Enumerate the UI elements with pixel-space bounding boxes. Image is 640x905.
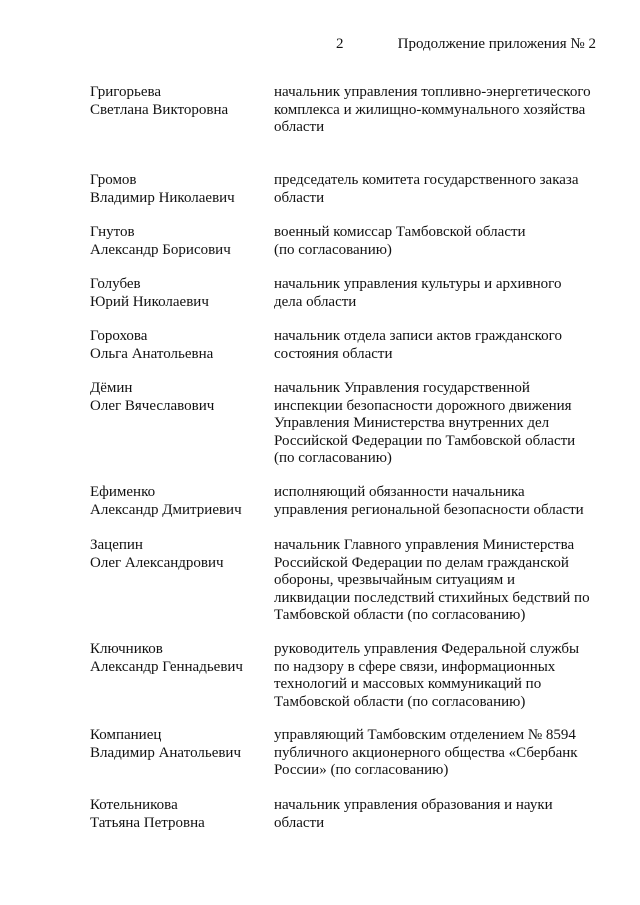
member-position — [274, 797, 604, 832]
member-position — [274, 484, 604, 519]
member-name — [90, 172, 270, 207]
member-position — [274, 84, 604, 137]
position-line: начальник управления топливно-энергетического — [274, 84, 591, 100]
position-line: России» (по согласованию) — [274, 762, 449, 778]
position-line: ликвидации последствий стихийных бедствий по — [274, 589, 590, 606]
position-line: дела области — [274, 293, 357, 310]
member-surname: Дёмин — [90, 380, 133, 396]
position-line: (по согласованию) — [274, 450, 392, 466]
position-line: руководитель управления Федеральной службы — [274, 641, 580, 657]
member-name — [90, 484, 270, 519]
position-line: Российской Федерации по делам гражданской — [274, 554, 569, 571]
member-position — [274, 380, 604, 468]
member-position — [274, 727, 604, 780]
member-given-names: Александр Геннадьевич — [90, 658, 243, 675]
position-line: председатель комитета государственного заказа — [274, 172, 579, 188]
member-name — [90, 641, 270, 676]
continuation-header: Продолжение приложения № 2 — [397, 36, 596, 52]
member-position — [274, 172, 604, 207]
position-line: управления региональной безопасности области — [274, 501, 584, 518]
position-line: начальник отдела записи актов гражданского — [274, 328, 562, 344]
member-given-names: Татьяна Петровна — [90, 814, 205, 831]
position-line: (по согласованию) — [274, 241, 392, 258]
position-line: начальник Управления государственной — [274, 380, 530, 396]
position-line: области — [274, 119, 325, 135]
member-given-names: Александр Борисович — [90, 241, 231, 258]
member-name — [90, 224, 270, 259]
member-surname: Зацепин — [90, 537, 143, 553]
member-given-names: Владимир Анатольевич — [90, 744, 242, 761]
position-line: обороны, чрезвычайным ситуациям и — [274, 572, 516, 588]
member-surname: Котельникова — [90, 797, 178, 813]
position-line: военный комиссар Тамбовской области — [274, 224, 526, 240]
position-line: исполняющий обязанности начальника — [274, 484, 525, 500]
position-line: Тамбовской области (по согласованию) — [274, 693, 526, 710]
member-surname: Ефименко — [90, 484, 156, 500]
member-position — [274, 641, 604, 711]
member-surname: Ключников — [90, 641, 163, 657]
position-line: начальник управления образования и науки — [274, 797, 553, 813]
member-surname: Гнутов — [90, 224, 135, 240]
member-name — [90, 727, 270, 762]
member-name — [90, 797, 270, 832]
position-line: комплекса и жилищно-коммунального хозяйства — [274, 101, 586, 118]
member-name — [90, 84, 270, 119]
position-line: по надзору в сфере связи, информационных — [274, 658, 556, 675]
member-given-names: Владимир Николаевич — [90, 189, 235, 206]
position-line: инспекции безопасности дорожного движения — [274, 397, 572, 414]
position-line: области — [274, 814, 325, 831]
position-line: начальник управления культуры и архивного — [274, 276, 562, 292]
member-surname: Громов — [90, 172, 137, 188]
position-line: публичного акционерного общества «Сбербанк — [274, 744, 578, 761]
member-position — [274, 224, 604, 259]
member-name — [90, 380, 270, 415]
member-surname: Григорьева — [90, 84, 162, 100]
member-surname: Горохова — [90, 328, 148, 344]
position-line: Управления Министерства внутренних дел — [274, 415, 550, 431]
member-name — [90, 328, 270, 363]
position-line: Тамбовской области (по согласованию) — [274, 607, 526, 623]
member-given-names: Юрий Николаевич — [90, 293, 209, 310]
position-line: состояния области — [274, 345, 393, 362]
position-line: начальник Главного управления Министерства — [274, 537, 575, 553]
member-given-names: Светлана Викторовна — [90, 101, 229, 118]
member-given-names: Олег Александрович — [90, 554, 224, 571]
position-line: управляющий Тамбовским отделением № 8594 — [274, 727, 576, 743]
member-given-names: Александр Дмитриевич — [90, 501, 242, 518]
member-surname: Компаниец — [90, 727, 162, 743]
member-given-names: Ольга Анатольевна — [90, 345, 214, 362]
member-name — [90, 276, 270, 311]
member-name — [90, 537, 270, 572]
member-position — [274, 328, 604, 363]
position-line: технологий и массовых коммуникаций по — [274, 676, 542, 692]
member-surname: Голубев — [90, 276, 141, 292]
page-number: 2 — [336, 36, 344, 52]
member-position — [274, 276, 604, 311]
position-line: Российской Федерации по Тамбовской области — [274, 432, 576, 449]
member-position — [274, 537, 604, 625]
member-given-names: Олег Вячеславович — [90, 397, 215, 414]
position-line: области — [274, 189, 325, 206]
